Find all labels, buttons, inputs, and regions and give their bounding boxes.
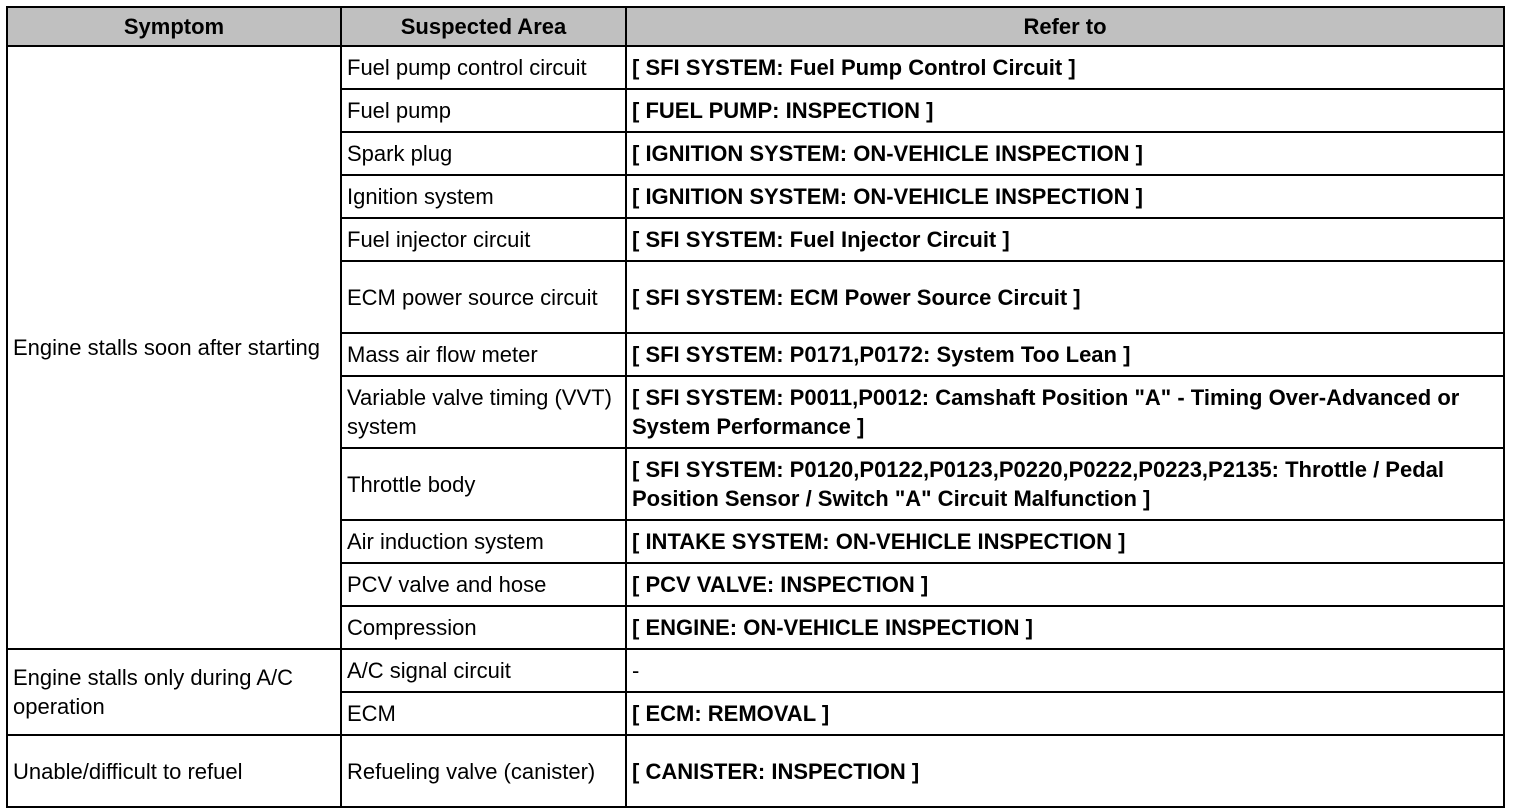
refer-to-link[interactable]: [ FUEL PUMP: INSPECTION ] [626, 89, 1504, 132]
refer-to-link[interactable]: [ IGNITION SYSTEM: ON-VEHICLE INSPECTION ] [626, 175, 1504, 218]
suspected-area-cell: Variable valve timing (VVT) system [341, 376, 626, 448]
refer-to-link[interactable]: [ SFI SYSTEM: Fuel Injector Circuit ] [626, 218, 1504, 261]
refer-to-link[interactable]: [ SFI SYSTEM: ECM Power Source Circuit ] [626, 261, 1504, 333]
symptom-cell: Unable/difficult to refuel [7, 735, 341, 807]
suspected-area-cell: PCV valve and hose [341, 563, 626, 606]
symptom-table [6, 6, 1505, 808]
suspected-area-cell: Spark plug [341, 132, 626, 175]
refer-to-link[interactable]: [ PCV VALVE: INSPECTION ] [626, 563, 1504, 606]
suspected-area-cell: ECM [341, 692, 626, 735]
header-refer-to: Refer to [626, 7, 1504, 46]
refer-to-link[interactable]: [ SFI SYSTEM: Fuel Pump Control Circuit ] [626, 46, 1504, 89]
refer-to-link[interactable]: [ CANISTER: INSPECTION ] [626, 735, 1504, 807]
suspected-area-cell: Throttle body [341, 448, 626, 520]
header-suspected-area: Suspected Area [341, 7, 626, 46]
suspected-area-cell: Fuel pump [341, 89, 626, 132]
suspected-area-cell: Fuel pump control circuit [341, 46, 626, 89]
table-row [7, 46, 1504, 89]
refer-to-link[interactable]: [ SFI SYSTEM: P0171,P0172: System Too Lean ] [626, 333, 1504, 376]
refer-to-link[interactable]: [ IGNITION SYSTEM: ON-VEHICLE INSPECTION ] [626, 132, 1504, 175]
suspected-area-cell: Fuel injector circuit [341, 218, 626, 261]
table-row [7, 649, 1504, 692]
refer-to-link[interactable]: [ SFI SYSTEM: P0120,P0122,P0123,P0220,P0222,P0223,P2135: Throttle / Pedal Position Sensor / Switch "A" Circuit Malfunction ] [626, 448, 1504, 520]
refer-to-cell: - [626, 649, 1504, 692]
symptom-cell: Engine stalls soon after starting [7, 46, 341, 649]
suspected-area-cell: Refueling valve (canister) [341, 735, 626, 807]
suspected-area-cell: Mass air flow meter [341, 333, 626, 376]
header-symptom: Symptom [7, 7, 341, 46]
suspected-area-cell: Ignition system [341, 175, 626, 218]
diagnosis-table-wrapper [6, 6, 1505, 808]
refer-to-link[interactable]: [ SFI SYSTEM: P0011,P0012: Camshaft Position "A" - Timing Over-Advanced or System Performance ] [626, 376, 1504, 448]
refer-to-link[interactable]: [ INTAKE SYSTEM: ON-VEHICLE INSPECTION ] [626, 520, 1504, 563]
refer-to-link[interactable]: [ ENGINE: ON-VEHICLE INSPECTION ] [626, 606, 1504, 649]
table-row [7, 735, 1504, 807]
suspected-area-cell: ECM power source circuit [341, 261, 626, 333]
refer-to-link[interactable]: [ ECM: REMOVAL ] [626, 692, 1504, 735]
symptom-cell: Engine stalls only during A/C operation [7, 649, 341, 735]
suspected-area-cell: Compression [341, 606, 626, 649]
table-header-row [7, 7, 1504, 46]
suspected-area-cell: A/C signal circuit [341, 649, 626, 692]
suspected-area-cell: Air induction system [341, 520, 626, 563]
